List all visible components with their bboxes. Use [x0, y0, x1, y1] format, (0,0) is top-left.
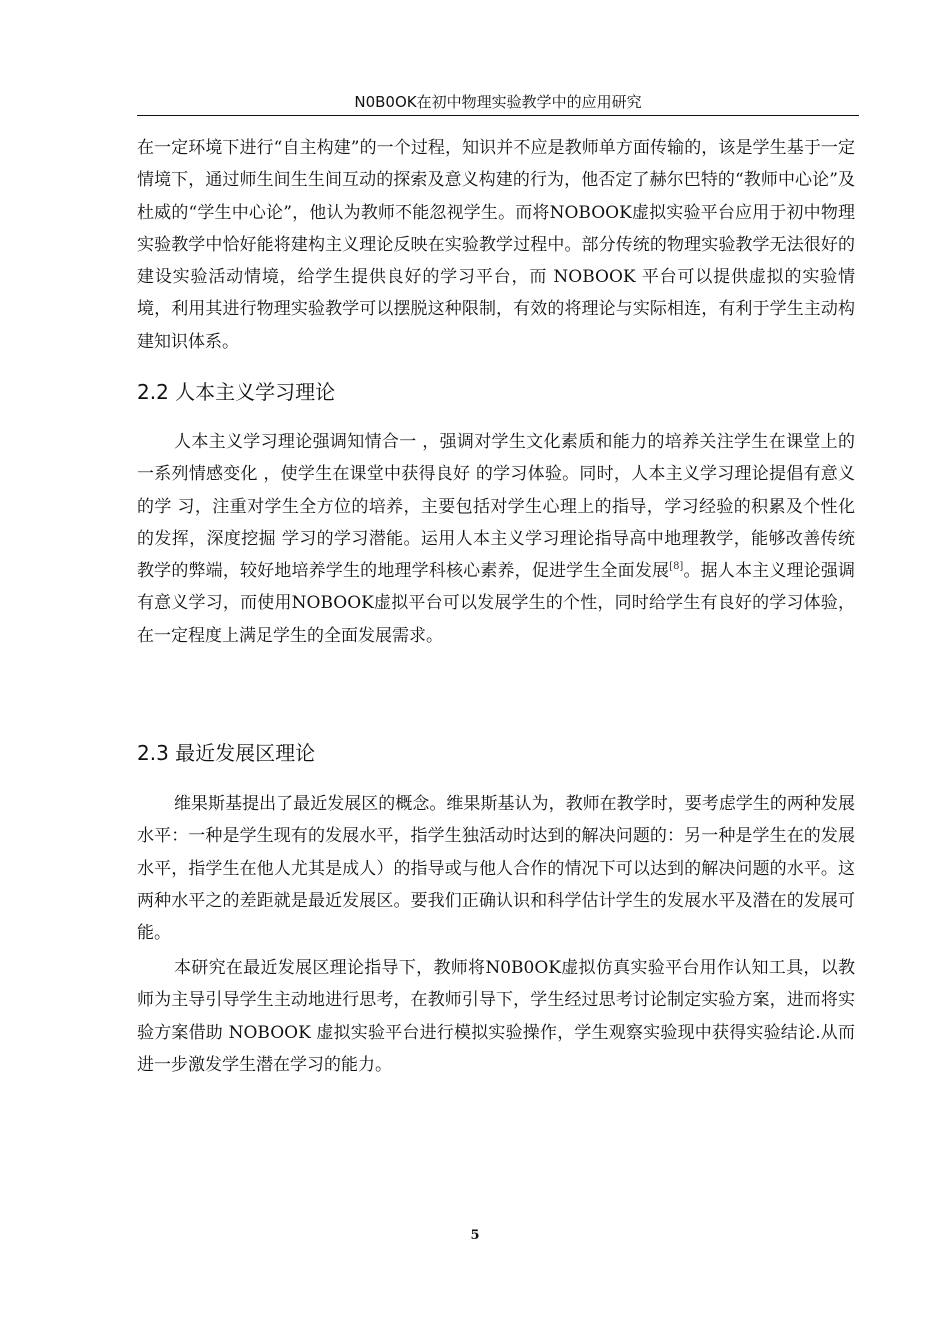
- intro-paragraph: 在一定环境下进行“自主构建”的一个过程，知识并不应是教师单方面传输的，该是学生基于一定情境下，通过师生间生生间互动的探索及意义构建的行为，他否定了赫尔巴特的“教师中心论”及杜威的“学生中心论”，他认为教师不能忽视学生。而将NOBOOK虚拟实验平台应用于初中物理实验教学中恰好能将建构主义理论反映在实验教学过程中。部分传统的物理实验教学无法很好的建设实验活动情境，给学生提供良好的学习平台，而 NOBOOK 平台可以提供虚拟的实验情境，利用其进行物理实验教学可以摆脱这种限制，有效的将理论与实际相连，有利于学生主动构建知识体系。: [137, 138, 855, 352]
- section-2-3-heading: 2.3 最近发展区理论: [137, 741, 316, 765]
- running-header: N0B0OK在初中物理实验教学中的应用研究: [354, 93, 642, 111]
- page-number: 5: [470, 1228, 480, 1243]
- section-2-3-paragraph-1: 维果斯基提出了最近发展区的概念。维果斯基认为，教师在教学时，要考虑学生的两种发展水平：一种是学生现有的发展水平，指学生独活动时达到的解决问题的：另一种是学生在的发展水平，指学生在他人尤其是成人）的指导或与他人合作的情况下可以达到的解决问题的水平。这两种水平之的差距就是最近发展区。要我们正确认识和科学估计学生的发展水平及潜在的发展可能。: [137, 794, 855, 944]
- section-2-2-text-before-citation: 人本主义学习理论强调知情合一 ，强调对学生文化素质和能力的培养关注学生在课堂上的一系列情感变化 ，使学生在课堂中获得良好 的学习体验。同时，人本主义学习理论提倡有意义的学 习，注重对学生全方位的培养，主要包括对学生心理上的指导，学习经验的积累及个性化的发挥，深度挖掘 学习的学习潜能。运用人本主义学习理论指导高中地理教学，能够改善传统教学的弊端，较好地培养学生的地理学科核心素养，促进学生全面发展: [137, 432, 855, 582]
- section-2-2-paragraph: [137, 426, 855, 652]
- section-2-2-heading: 2.2 人本主义学习理论: [137, 380, 336, 404]
- citation-reference[interactable]: [8]: [669, 561, 684, 573]
- section-2-3-paragraph-2: 本研究在最近发展区理论指导下，教师将N0B0OK虚拟仿真实验平台用作认知工具，以教师为主导引导学生主动地进行思考，在教师引导下，学生经过思考讨论制定实验方案，进而将实验方案借助 NOBOOK 虚拟实验平台进行模拟实验操作，学生观察实验现中获得实验结论.从而进一步激发学生潜在学习的能力。: [137, 958, 855, 1075]
- section-2-2-text-after-citation: 。据人本主义理论强调有意义学习，而使用NOBOOK虚拟平台可以发展学生的个性，同时给学生有良好的学习体验，在一定程度上满足学生的全面发展需求。: [137, 561, 856, 646]
- header-rule: [137, 115, 859, 116]
